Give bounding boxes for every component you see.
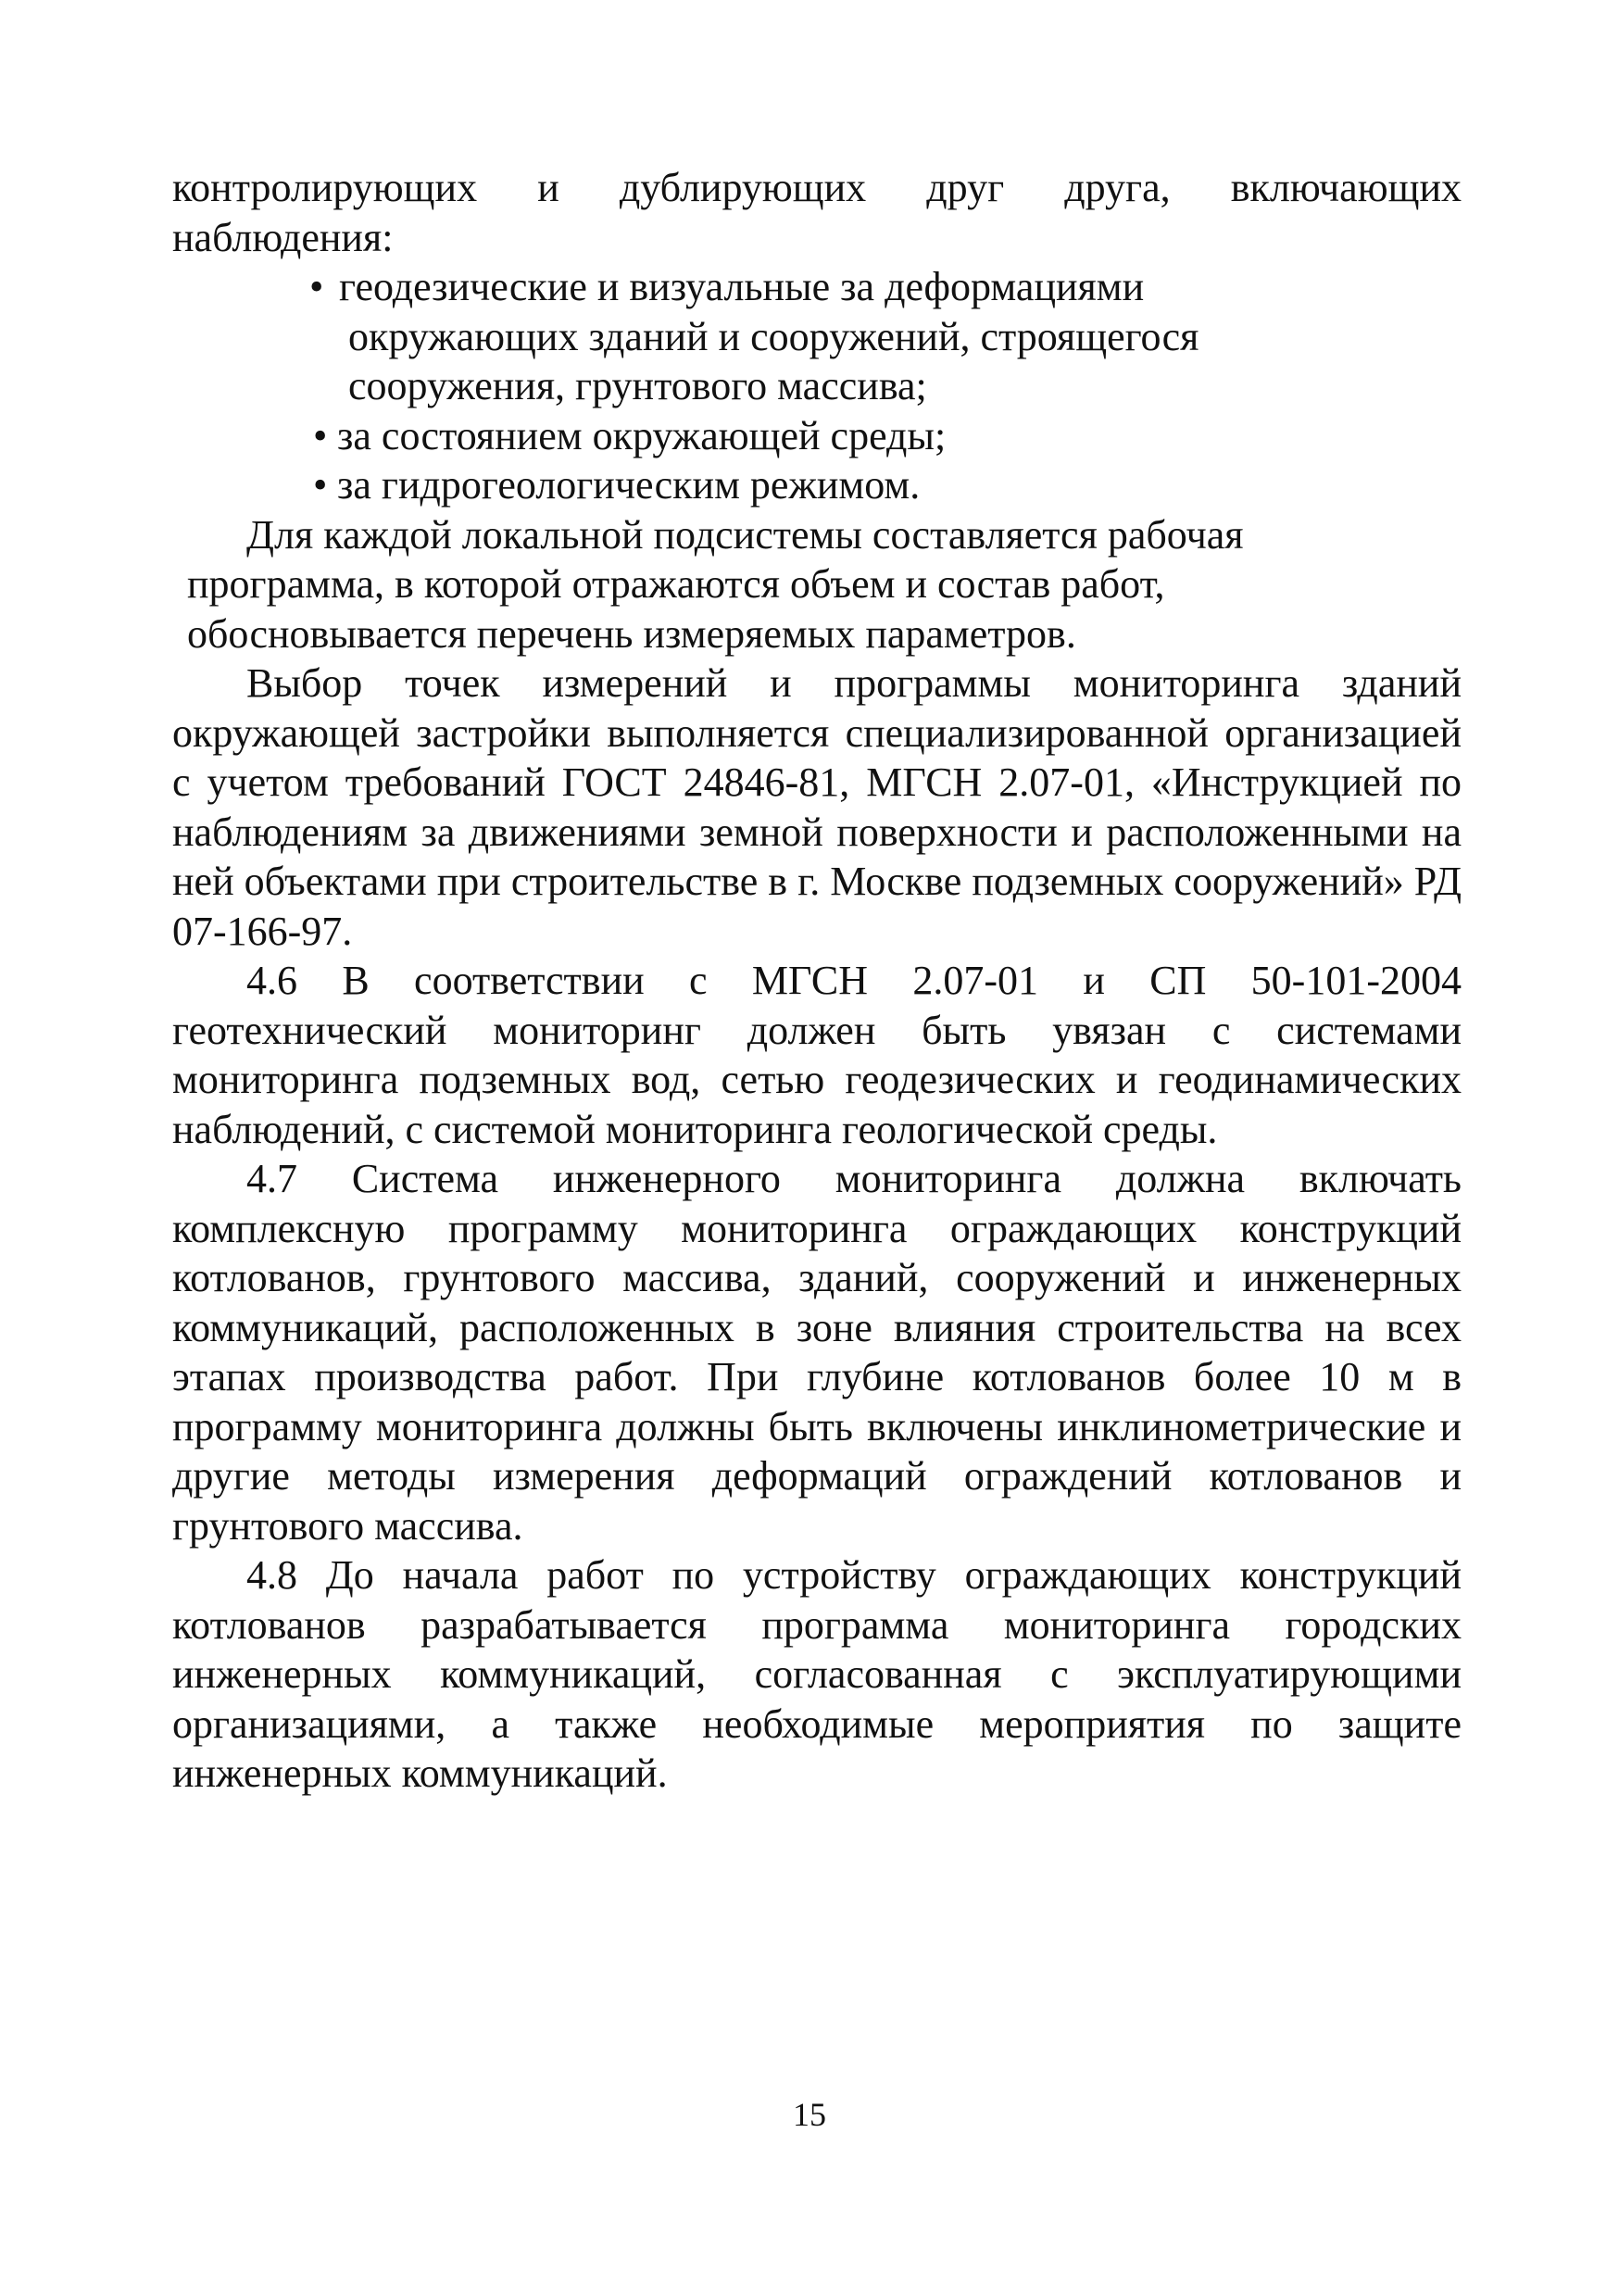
subsystem-line-1: Для каждой локальной подсистемы составляется рабочая (246, 511, 1244, 558)
bullet-icon: • (313, 462, 328, 508)
list-item-line: за состоянием окружающей среды; (337, 412, 947, 458)
document-body (172, 163, 1462, 1799)
list-item-line: геодезические и визуальные за деформациями (339, 264, 1145, 309)
intro-line-2: наблюдения: (172, 214, 394, 260)
list-item-hydrogeology (172, 460, 1462, 510)
intro-paragraph (172, 163, 1462, 262)
subsystem-line-3: обосновывается перечень измеряемых параметров. (187, 610, 1076, 657)
subsystem-paragraph (172, 510, 1462, 659)
intro-line-1: контролирующих и дублирующих друг друга, включающих (172, 165, 1462, 210)
page-number: 15 (793, 2096, 826, 2133)
paragraph-4-6: 4.6 В соответствии с МГСН 2.07-01 и СП 50-101-2004 геотехнический мониторинг должен быть увязан с системами мониторинга подземных вод, сетью геодезических и геодинамических наблюдений, с системой мониторинга геологической среды. (172, 958, 1462, 1152)
list-item-geodetic (172, 262, 1462, 411)
list-item-line: сооружения, грунтового массива; (348, 363, 927, 408)
list-item-line: окружающих зданий и сооружений, строящегося (348, 313, 1199, 359)
subsystem-line-2: программа, в которой отражаются объем и состав работ, (187, 561, 1165, 607)
list-item-line: за гидрогеологическим режимом. (337, 462, 921, 508)
bullet-icon: • (313, 412, 328, 458)
paragraph-measurement-points: Выбор точек измерений и программы мониторинга зданий окружающей застройки выполняется специализированной организацией с учетом требований ГОСТ 24846-81, МГСН 2.07-01, «Инструкцией по наблюдениям за движениями земной поверхности и расположенными на ней объектами при строительстве в г. Москве подземных сооружений» РД 07-166-97. (172, 660, 1462, 954)
paragraph-4-7: 4.7 Система инженерного мониторинга должна включать комплексную программу мониторинга ограждающих конструкций котлованов, грунтового массива, зданий, сооружений и инженерных коммуникаций, расположенных в зоне влияния строительства на всех этапах производства работ. При глубине котлованов более 10 м в программу мониторинга должны быть включены инклинометрические и другие методы измерения деформаций ограждений котлованов и грунтового массива. (172, 1156, 1462, 1549)
list-item-environment (172, 411, 1462, 461)
observation-list (172, 262, 1462, 510)
paragraph-4-8: 4.8 До начала работ по устройству ограждающих конструкций котлованов разрабатывается программа мониторинга городских инженерных коммуникаций, согласованная с эксплуатирующими организациями, а также необходимые мероприятия по защите инженерных коммуникаций. (172, 1552, 1462, 1796)
bullet-icon: • (309, 264, 324, 309)
